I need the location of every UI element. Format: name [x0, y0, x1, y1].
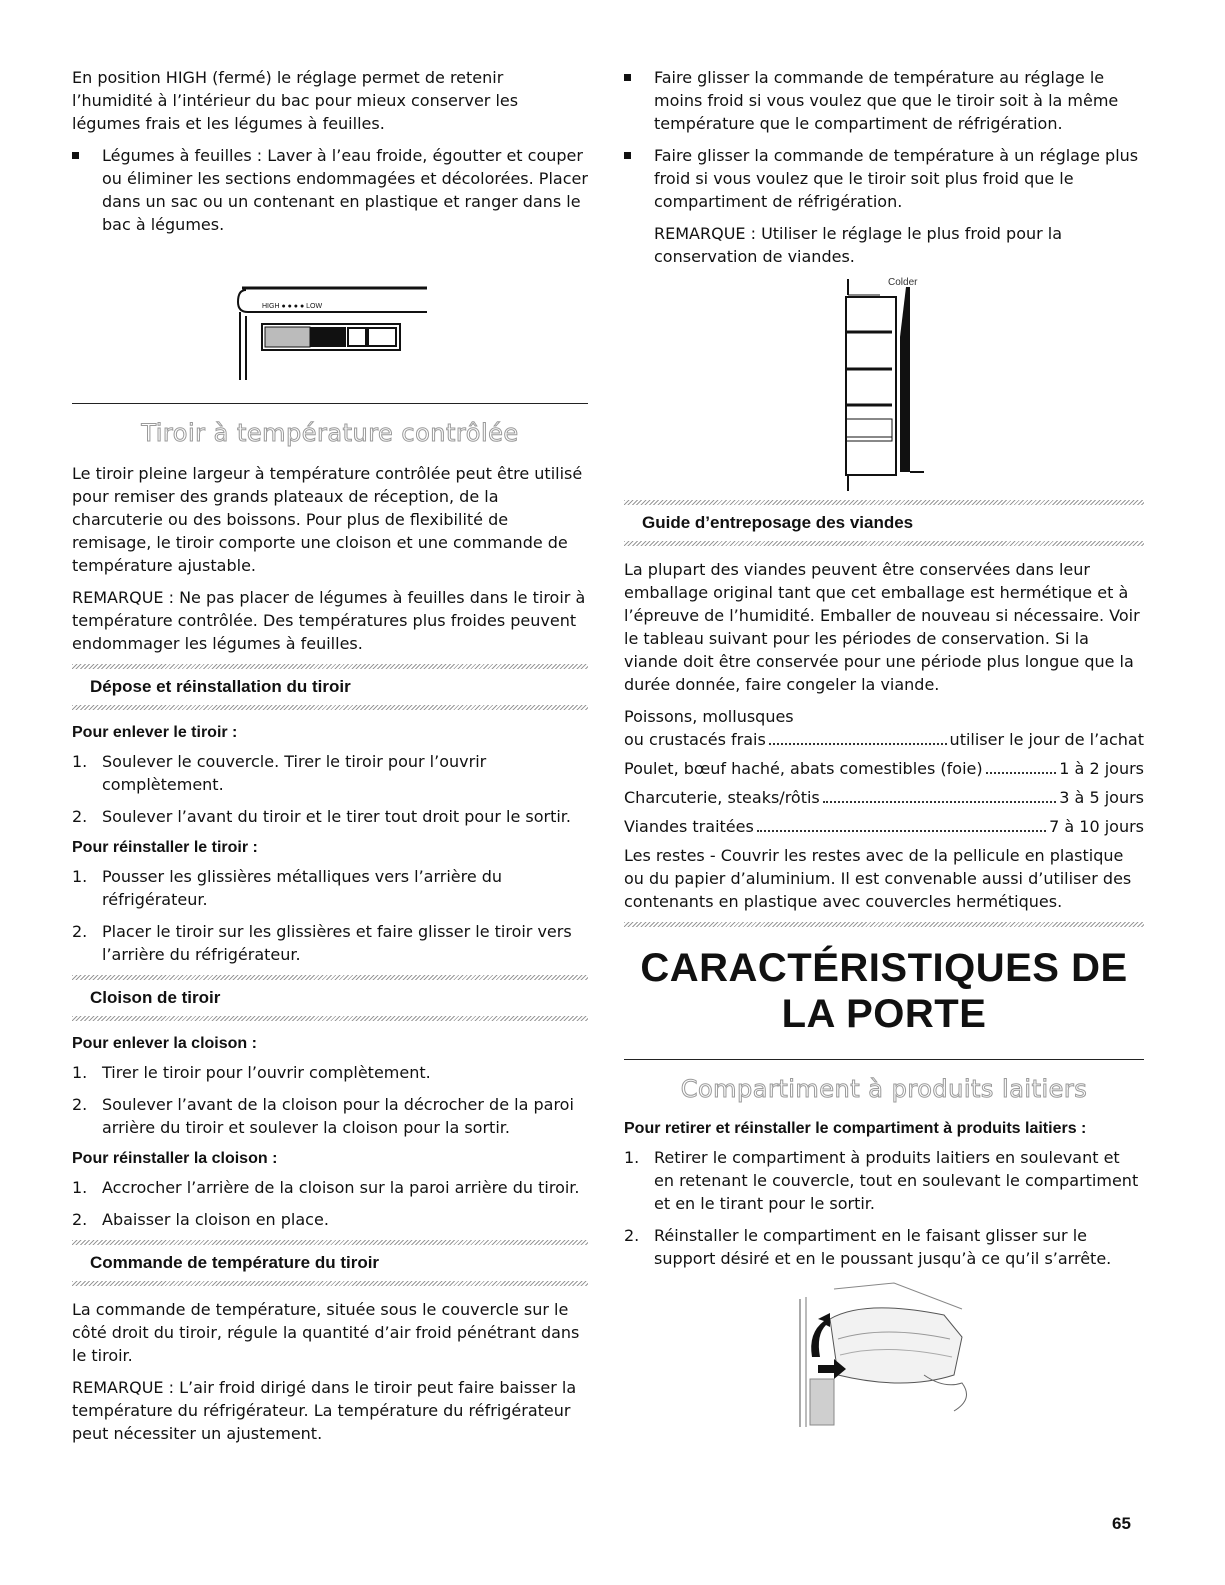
heading-commande: Commande de température du tiroir	[90, 1253, 380, 1272]
heading-band	[72, 1240, 588, 1286]
crisper-control-diagram	[232, 250, 502, 385]
list-item: 1. Pousser les glissières métalliques vers l’arrière du réfrigérateur.	[72, 867, 503, 909]
list-item: 1. Accrocher l’arrière de la cloison sur la paroi arrière du tiroir.	[72, 1178, 580, 1197]
high-low-label: HIGH ● ● ● ● LOW	[262, 303, 323, 310]
divider	[624, 1059, 1144, 1060]
list-item: 2. Soulever l’avant du tiroir et le tirer tout droit pour le sortir.	[72, 807, 571, 826]
storage-row: ou crustacés frais utiliser le jour de l’achat	[624, 730, 1144, 749]
paragraph: La plupart des viandes peuvent être conservées dans leur emballage original tant que cet emballage est hermétique et à l’épreuve de l’humidité. Emballer de nouveau si nécessaire. Voir le tableau suivant pour les périodes de conservation. Si la viande doit être conservée pour une période plus longue que la durée donnée, faire congeler la viande.	[624, 560, 1140, 694]
paragraph: Poissons, mollusques	[624, 707, 794, 726]
crisper-slider-illustration	[232, 250, 502, 385]
heading-depose: Dépose et réinstallation du tiroir	[90, 677, 351, 696]
heading-band	[72, 975, 588, 1021]
bullet-item: Légumes à feuilles : Laver à l’eau froide, égoutter et couper ou éliminer les sections endommagées et décolorées. Placer dans un sac ou un contenant en plastique et ranger dans le bac à légumes.	[72, 144, 588, 236]
heading-cloison: Cloison de tiroir	[90, 988, 221, 1007]
paragraph: La commande de température, située sous le couvercle sur le côté droit du tiroir, régule la quantité d’air froid pénétrant dans le tiroir.	[72, 1300, 580, 1365]
storage-row: Charcuterie, steaks/rôtis 3 à 5 jours	[624, 788, 1144, 807]
note-paragraph: REMARQUE : Utiliser le réglage le plus froid pour la conservation de viandes.	[654, 224, 1063, 266]
subheading: Pour enlever le tiroir :	[72, 724, 238, 741]
list-item: 1. Soulever le couvercle. Tirer le tiroir pour l’ouvrir complètement.	[72, 752, 487, 794]
note-paragraph: REMARQUE : L’air froid dirigé dans le tiroir peut faire baisser la température du réfrigérateur. La température du réfrigérateur peut nécessiter un ajustement.	[72, 1378, 577, 1443]
left-column	[72, 66, 588, 1454]
list-item: 2. Soulever l’avant de la cloison pour la décrocher de la paroi arrière du tiroir et soulever la cloison pour la sortir.	[72, 1095, 574, 1137]
storage-row: Viandes traitées 7 à 10 jours	[624, 817, 1144, 836]
divider	[72, 403, 588, 404]
heading-guide: Guide d’entreposage des viandes	[642, 513, 914, 532]
bullet-item: Faire glisser la commande de température à un réglage plus froid si vous voulez que le tiroir soit plus froid que le compartiment de réfrigération.	[624, 144, 1144, 213]
section-title: Tiroir à température contrôlée	[141, 419, 519, 447]
colder-label: Colder	[888, 277, 918, 288]
intro-paragraph: En position HIGH (fermé) le réglage permet de retenir l’humidité à l’intérieur du bac pour mieux conserver les légumes frais et les légumes à feuilles.	[72, 68, 519, 133]
subheading: Pour enlever la cloison :	[72, 1035, 257, 1052]
chapter-title: CARACTÉRISTIQUES DE LA PORTE	[640, 946, 1128, 1036]
section-paragraph: Le tiroir pleine largeur à température contrôlée peut être utilisé pour remiser des grands plateaux de réception, de la charcuterie ou des boissons. Pour plus de flexibilité de remisage, le tiroir comporte une cloison et une commande de température ajustable.	[72, 464, 583, 575]
subheading: Pour retirer et réinstaller le compartiment à produits laitiers :	[624, 1120, 1087, 1137]
subheading: Pour réinstaller la cloison :	[72, 1150, 278, 1167]
page-number: 65	[1112, 1514, 1131, 1533]
list-item: 1. Tirer le tiroir pour l’ouvrir complètement.	[72, 1063, 431, 1082]
section-title: Compartiment à produits laitiers	[680, 1075, 1088, 1103]
list-item: 2. Réinstaller le compartiment en le faisant glisser sur le support désiré et en le poussant jusqu’à ce qu’il s’arrête.	[624, 1226, 1112, 1268]
list-item: 2. Abaisser la cloison en place.	[72, 1210, 329, 1229]
list-item: 1. Retirer le compartiment à produits laitiers en soulevant et en retenant le couvercle, tout en soulevant le compartiment et en le tirant pour le sortir.	[624, 1148, 1139, 1213]
temperature-control-diagram	[824, 277, 944, 492]
note-paragraph: REMARQUE : Ne pas placer de légumes à feuilles dans le tiroir à température contrôlée. Des températures plus froides peuvent endommager les légumes à feuilles.	[72, 588, 586, 653]
lift-arrow-icon	[811, 1313, 830, 1357]
bullet-item: Faire glisser la commande de température au réglage le moins froid si vous voulez que que le tiroir soit à la même température que le compartiment de réfrigération.	[624, 66, 1144, 135]
storage-row: Poulet, bœuf haché, abats comestibles (foie) 1 à 2 jours	[624, 759, 1144, 778]
colder-slider-illustration	[824, 277, 944, 492]
subheading: Pour réinstaller le tiroir :	[72, 839, 258, 856]
heading-band	[72, 664, 588, 710]
hatch-divider	[624, 922, 1144, 927]
paragraph: Les restes - Couvrir les restes avec de la pellicule en plastique ou du papier d’aluminium. Il est convenable aussi d’utiliser des contenants en plastique avec couvercles hermétiques.	[624, 846, 1132, 911]
list-item: 2. Placer le tiroir sur les glissières et faire glisser le tiroir vers l’arrière du réfrigérateur.	[72, 922, 572, 964]
heading-band	[624, 500, 1144, 546]
right-column	[624, 66, 1144, 1429]
dairy-compartment-illustration	[794, 1279, 984, 1429]
